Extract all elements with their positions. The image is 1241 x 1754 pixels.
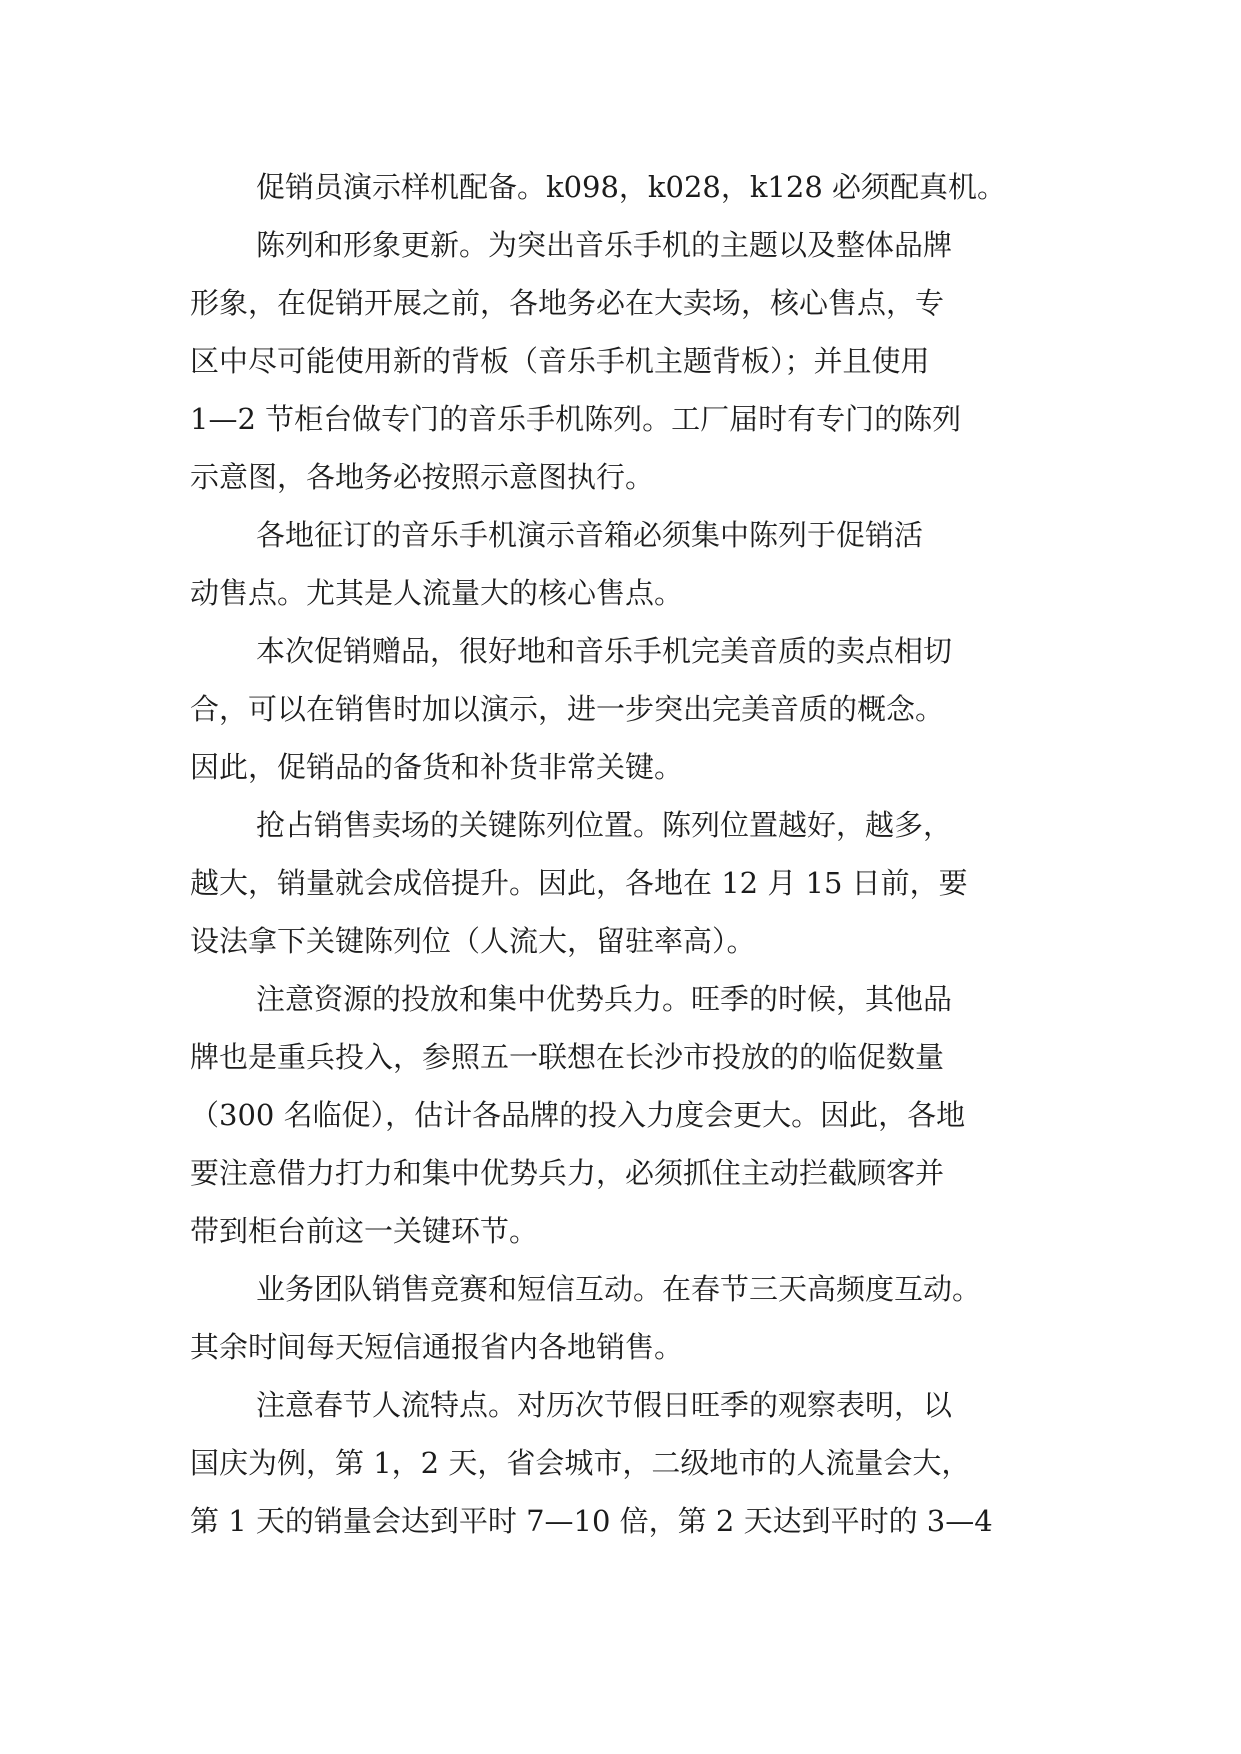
text-line: （300 名临促），估计各品牌的投入力度会更大。因此，各地 bbox=[190, 1098, 966, 1132]
text-line: 本次促销赠品，很好地和音乐手机完美音质的卖点相切 bbox=[256, 634, 953, 668]
text-line: 合，可以在销售时加以演示，进一步突出完美音质的概念。 bbox=[190, 692, 945, 726]
text-line: 越大，销量就会成倍提升。因此，各地在 12 月 15 日前，要 bbox=[190, 866, 968, 900]
text-line: 区中尽可能使用新的背板（音乐手机主题背板）；并且使用 bbox=[190, 344, 930, 378]
text-line: 动售点。尤其是人流量大的核心售点。 bbox=[190, 576, 684, 610]
text-line: 设法拿下关键陈列位（人流大，留驻率高）。 bbox=[190, 924, 756, 958]
text-line: 带到柜台前这一关键环节。 bbox=[190, 1214, 539, 1248]
text-line: 国庆为例，第 1，2 天，省会城市，二级地市的人流量会大， bbox=[190, 1446, 971, 1480]
text-line: 示意图，各地务必按照示意图执行。 bbox=[190, 460, 655, 494]
text-line: 各地征订的音乐手机演示音箱必须集中陈列于促销活 bbox=[256, 518, 924, 552]
text-line: 抢占销售卖场的关键陈列位置。陈列位置越好，越多， bbox=[256, 808, 953, 842]
text-line: 业务团队销售竞赛和短信互动。在春节三天高频度互动。 bbox=[256, 1272, 982, 1306]
text-line: 其余时间每天短信通报省内各地销售。 bbox=[190, 1330, 684, 1364]
text-line: 促销员演示样机配备。k098，k028，k128 必须配真机。 bbox=[256, 170, 1006, 204]
text-line: 陈列和形象更新。为突出音乐手机的主题以及整体品牌 bbox=[256, 228, 953, 262]
text-line: 因此，促销品的备货和补货非常关键。 bbox=[190, 750, 684, 784]
text-line: 牌也是重兵投入，参照五一联想在长沙市投放的的临促数量 bbox=[190, 1040, 945, 1074]
text-line: 要注意借力打力和集中优势兵力，必须抓住主动拦截顾客并 bbox=[190, 1156, 945, 1190]
text-line: 第 1 天的销量会达到平时 7—10 倍，第 2 天达到平时的 3—4 bbox=[190, 1504, 993, 1538]
text-line: 1—2 节柜台做专门的音乐手机陈列。工厂届时有专门的陈列 bbox=[190, 402, 962, 436]
text-line: 注意资源的投放和集中优势兵力。旺季的时候，其他品 bbox=[256, 982, 953, 1016]
text-line: 注意春节人流特点。对历次节假日旺季的观察表明，以 bbox=[256, 1388, 953, 1422]
text-line: 形象，在促销开展之前，各地务必在大卖场，核心售点，专 bbox=[190, 286, 945, 320]
